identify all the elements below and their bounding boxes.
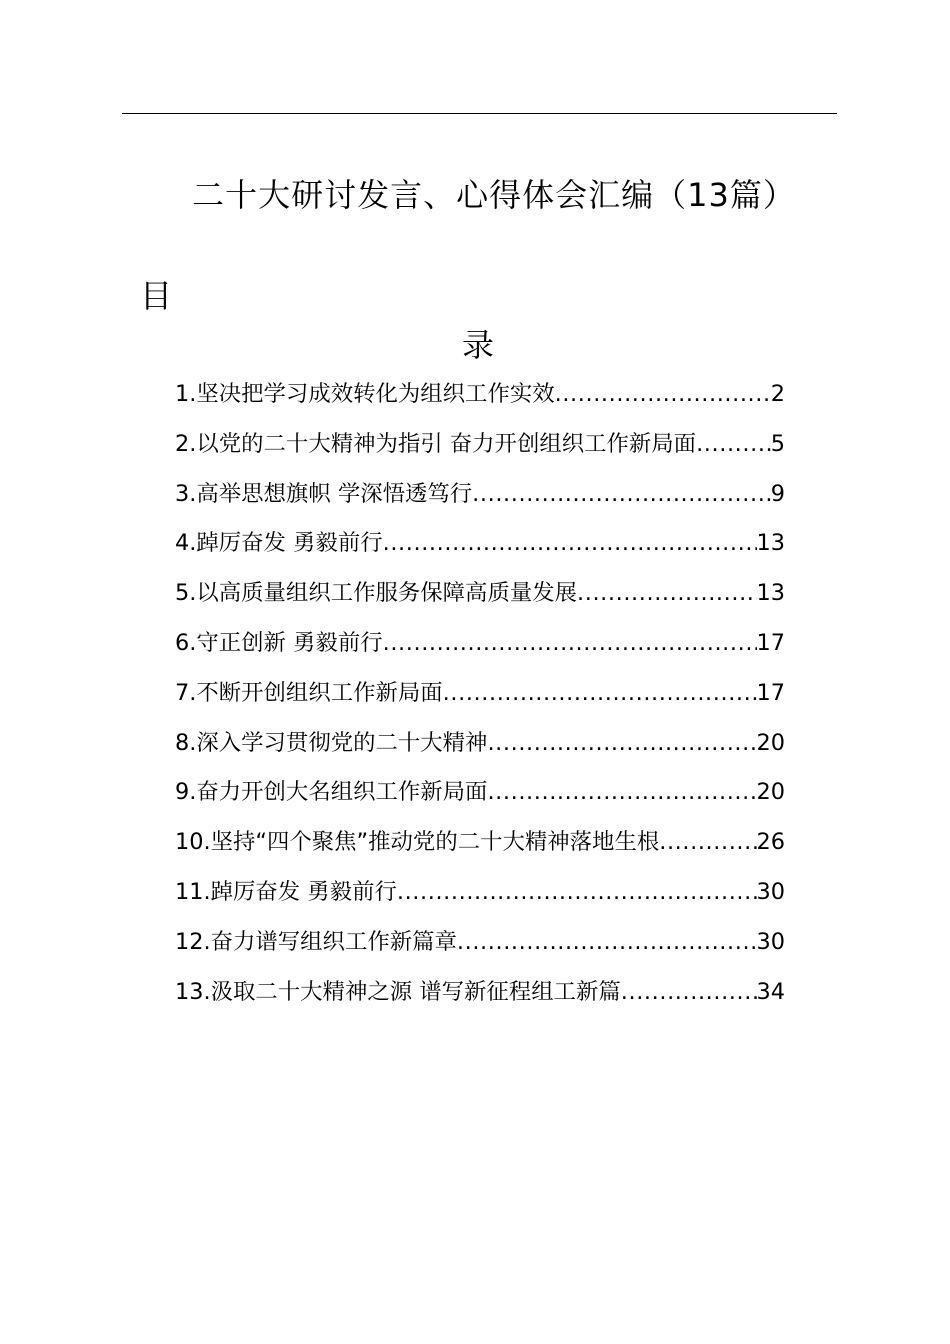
- toc-entry-page: 34: [756, 978, 785, 1005]
- toc-dot-leader: [487, 721, 756, 765]
- toc-dot-leader: [577, 571, 756, 615]
- toc-entry-title: 1.坚决把学习成效转化为组织工作实效: [175, 381, 555, 407]
- toc-entry[interactable]: [175, 422, 785, 472]
- toc-entry[interactable]: [175, 521, 785, 571]
- toc-entry[interactable]: [175, 721, 785, 771]
- table-of-contents: [175, 372, 785, 1019]
- toc-entry-page: 30: [756, 928, 785, 955]
- toc-dot-leader: [487, 770, 756, 814]
- toc-entry-title: 7.不断开创组织工作新局面: [175, 679, 443, 706]
- toc-dot-leader: [443, 671, 757, 715]
- toc-heading-line2: 录: [462, 326, 495, 364]
- toc-dot-leader: [555, 372, 771, 416]
- toc-entry-page: 20: [756, 729, 785, 756]
- toc-entry[interactable]: [175, 671, 785, 721]
- toc-entry-title: 6.守正创新 勇毅前行: [175, 629, 383, 656]
- toc-entry[interactable]: [175, 770, 785, 820]
- toc-entry-page: 17: [756, 679, 785, 706]
- toc-entry-title: 12.奋力谱写组织工作新篇章: [175, 928, 457, 955]
- toc-dot-leader: [621, 970, 757, 1014]
- toc-entry-page: 13: [756, 580, 785, 607]
- toc-entry-page: 26: [756, 829, 785, 856]
- toc-entry-title: 10.坚持“四个聚焦”推动党的二十大精神落地生根: [175, 829, 660, 856]
- toc-entry-title: 5.以高质量组织工作服务保障高质量发展: [175, 580, 578, 607]
- toc-dot-leader: [383, 621, 757, 665]
- toc-entry-title: 8.深入学习贯彻党的二十大精神: [175, 729, 488, 756]
- toc-dot-leader: [397, 870, 757, 914]
- toc-dot-leader: [457, 920, 757, 964]
- toc-entry-title: 9.奋力开创大名组织工作新局面: [175, 779, 488, 806]
- document-title: 二十大研讨发言、心得体会汇编（13篇）: [192, 176, 796, 214]
- header-rule: [122, 113, 837, 114]
- toc-dot-leader: [696, 422, 771, 466]
- toc-entry[interactable]: [175, 870, 785, 920]
- toc-entry-page: 13: [756, 530, 785, 557]
- toc-entry-title: 11.踔厉奋发 勇毅前行: [175, 878, 397, 905]
- toc-entry[interactable]: [175, 920, 785, 970]
- toc-entry-title: 4.踔厉奋发 勇毅前行: [175, 530, 383, 557]
- toc-entry-title: 13.汲取二十大精神之源 谱写新征程组工新篇: [175, 978, 621, 1005]
- toc-entry-title: 2.以党的二十大精神为指引 奋力开创组织工作新局面: [175, 430, 697, 457]
- toc-entry[interactable]: [175, 820, 785, 870]
- toc-dot-leader: [659, 820, 756, 864]
- toc-dot-leader: [472, 472, 771, 516]
- toc-entry[interactable]: [175, 372, 785, 422]
- toc-dot-leader: [383, 521, 757, 565]
- toc-entry-title: 3.高举思想旗帜 学深悟透笃行: [175, 480, 473, 507]
- toc-entry-page: 9: [770, 480, 785, 507]
- toc-entry[interactable]: [175, 621, 785, 671]
- toc-entry[interactable]: [175, 970, 785, 1020]
- toc-entry-page: 5: [770, 430, 785, 457]
- toc-entry-page: 30: [756, 878, 785, 905]
- toc-entry-page: 2: [770, 381, 785, 407]
- toc-heading-line1: 目: [140, 277, 173, 315]
- toc-entry[interactable]: [175, 472, 785, 522]
- toc-entry-page: 20: [756, 779, 785, 806]
- toc-entry-page: 17: [756, 629, 785, 656]
- toc-entry[interactable]: [175, 571, 785, 621]
